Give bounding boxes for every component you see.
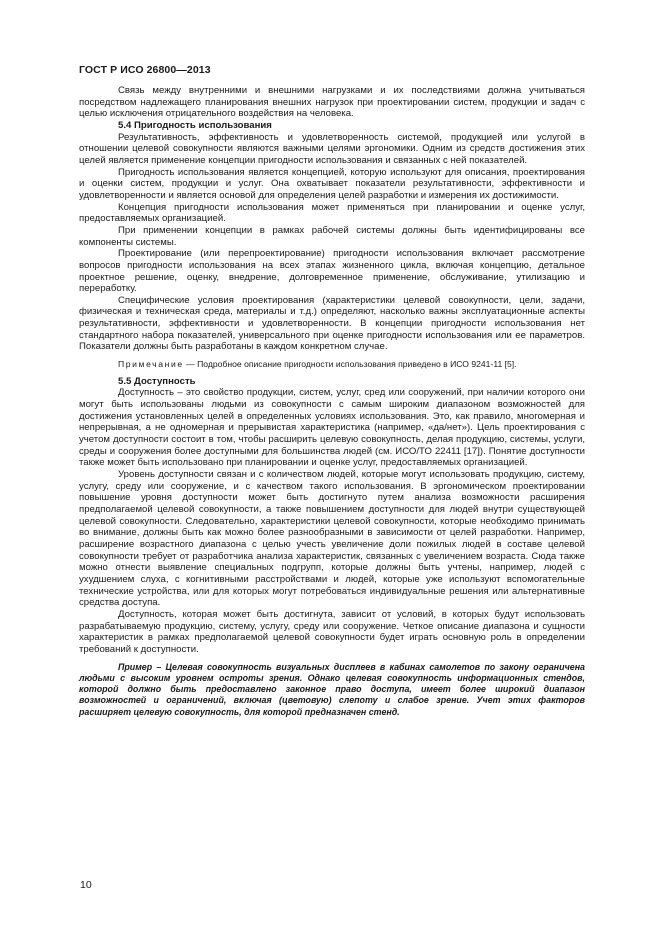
document-header: ГОСТ Р ИСО 26800—2013 [79, 64, 211, 76]
section-heading-5-5: 5.5 Доступность [118, 375, 196, 387]
section-heading-5-4: 5.4 Пригодность использования [118, 119, 272, 131]
paragraph: Проектирование (или перепроектирование) пригодности использования включает рассмотрение вопросов пригодности использования на всех этапах жизненного цикла, включая концепцию, детальное проектное решение, оценку, внедрение, долговременное применение, обслуживание, утилизацию и переработку. [79, 248, 585, 295]
note-text: — Подробное описание пригодности использования приведено в ИСО 9241-11 [5]. [183, 359, 517, 370]
paragraph: Специфические условия проектирования (характеристики целевой совокупности, цели, задачи, физическая и техническая среда, материалы и т.д.) определяют, насколько важны эксплуатационные аспекты результативности, эффективности и удовлетворенности. В концепции пригодности использования нет стандартного набора показателей, универсального при оценке пригодности использования или ее параметров. Показатели должны быть разработаны в каждом конкретном случае. [79, 294, 585, 353]
note [79, 359, 585, 371]
paragraph: Уровень доступности связан и с количеством людей, которые могут использовать продукцию, систему, услугу, среду или сооружение, и с качеством такого использования. В эргономическом проектировании повышение уровня доступности может быть достигнуто путем анализа возможности расширения предполагаемой целевой совокупности, а также повышением доступности для людей внутри существующей целевой совокупности. Следовательно, характеристики целевой совокупности, которые необходимо принимать во внимание, должны быть как можно более разнообразными в зависимости от целей разработки. Например, расширение возрастного диапазона с целью учесть увеличение доли пожилых людей в составе целевой совокупности требует от разработчика анализа характеристик, связанных с увеличением возраста. Сюда также можно отнести выявление специальных подгрупп, которые должны быть учтены, например, людей с ухудшением слуха, с когнитивными расстройствами и людей, которые уже используют вспомогательные технические устройства, или для которых могут потребоваться индивидуальные решения или альтернативные средства доступа. [79, 469, 585, 609]
paragraph: Доступность – это свойство продукции, систем, услуг, сред или сооружений, при наличии которого они могут быть использованы людьми из совокупности с самым широким диапазоном возможностей для достижения установленных целей в определенных условиях использования. Это, как правило, многомерная и непрерывная, а не одномерная и прерывистая характеристика (например, «да/нет»). Цель проектирования с учетом доступности состоит в том, чтобы расширить целевую совокупность, делая продукцию, системы, услуги, среды и сооружения более доступными для большинства людей (см. ИСО/ТО 22411 [17]). Понятие доступности также может быть использовано при планировании и оценке услуг, предоставляемых организацией. [79, 387, 585, 469]
paragraph: Концепция пригодности использования может применяться при планировании и оценке услуг, предоставляемых организацией. [79, 201, 585, 225]
document-body [79, 85, 585, 718]
example: Пример – Целевая совокупность визуальных дисплеев в кабинах самолетов по закону ограничена людьми с высоким уровнем остроты зрения. Однако целевая совокупность информационных стендов, которой должно быть предоставлено законное право доступа, имеет более широкий диапазон возможностей и ограничений, включая (цветовую) слепоту и слабое зрение. Учет этих факторов расширяет целевую совокупность, для которой предназначен стенд. [79, 661, 585, 717]
paragraph: Связь между внутренними и внешними нагрузками и их последствиями должна учитываться посредством надлежащего планирования внешних нагрузок при проектировании систем, продукции и задач с целью исключения отрицательного воздействия на человека. [79, 85, 585, 120]
paragraph: Доступность, которая может быть достигнута, зависит от условий, в которых будут использовать разрабатываемую продукцию, систему, услугу, среду или сооружение. Четкое описание диапазона и сущности характеристик в рамках предполагаемой целевой совокупности будет играть основную роль в определении требований к доступности. [79, 608, 585, 655]
paragraph: Пригодность использования является концепцией, которую используют для описания, проектирования и оценки систем, продукции и услуг. Она охватывает показатели результативности, эффективности и удовлетворенности и является основой для определения целей разработки и измерения их достижимости. [79, 166, 585, 201]
page-number: 10 [80, 879, 92, 891]
paragraph: При применении концепции в рамках рабочей системы должны быть идентифицированы все компоненты системы. [79, 224, 585, 248]
note-label: Примечание [118, 359, 184, 370]
paragraph: Результативность, эффективность и удовлетворенность системой, продукцией или услугой в отношении целевой совокупности являются важными целями эргономики. Одним из средств достижения этих целей является применение концепции пригодности использования и связанных с ней показателей. [79, 131, 585, 166]
